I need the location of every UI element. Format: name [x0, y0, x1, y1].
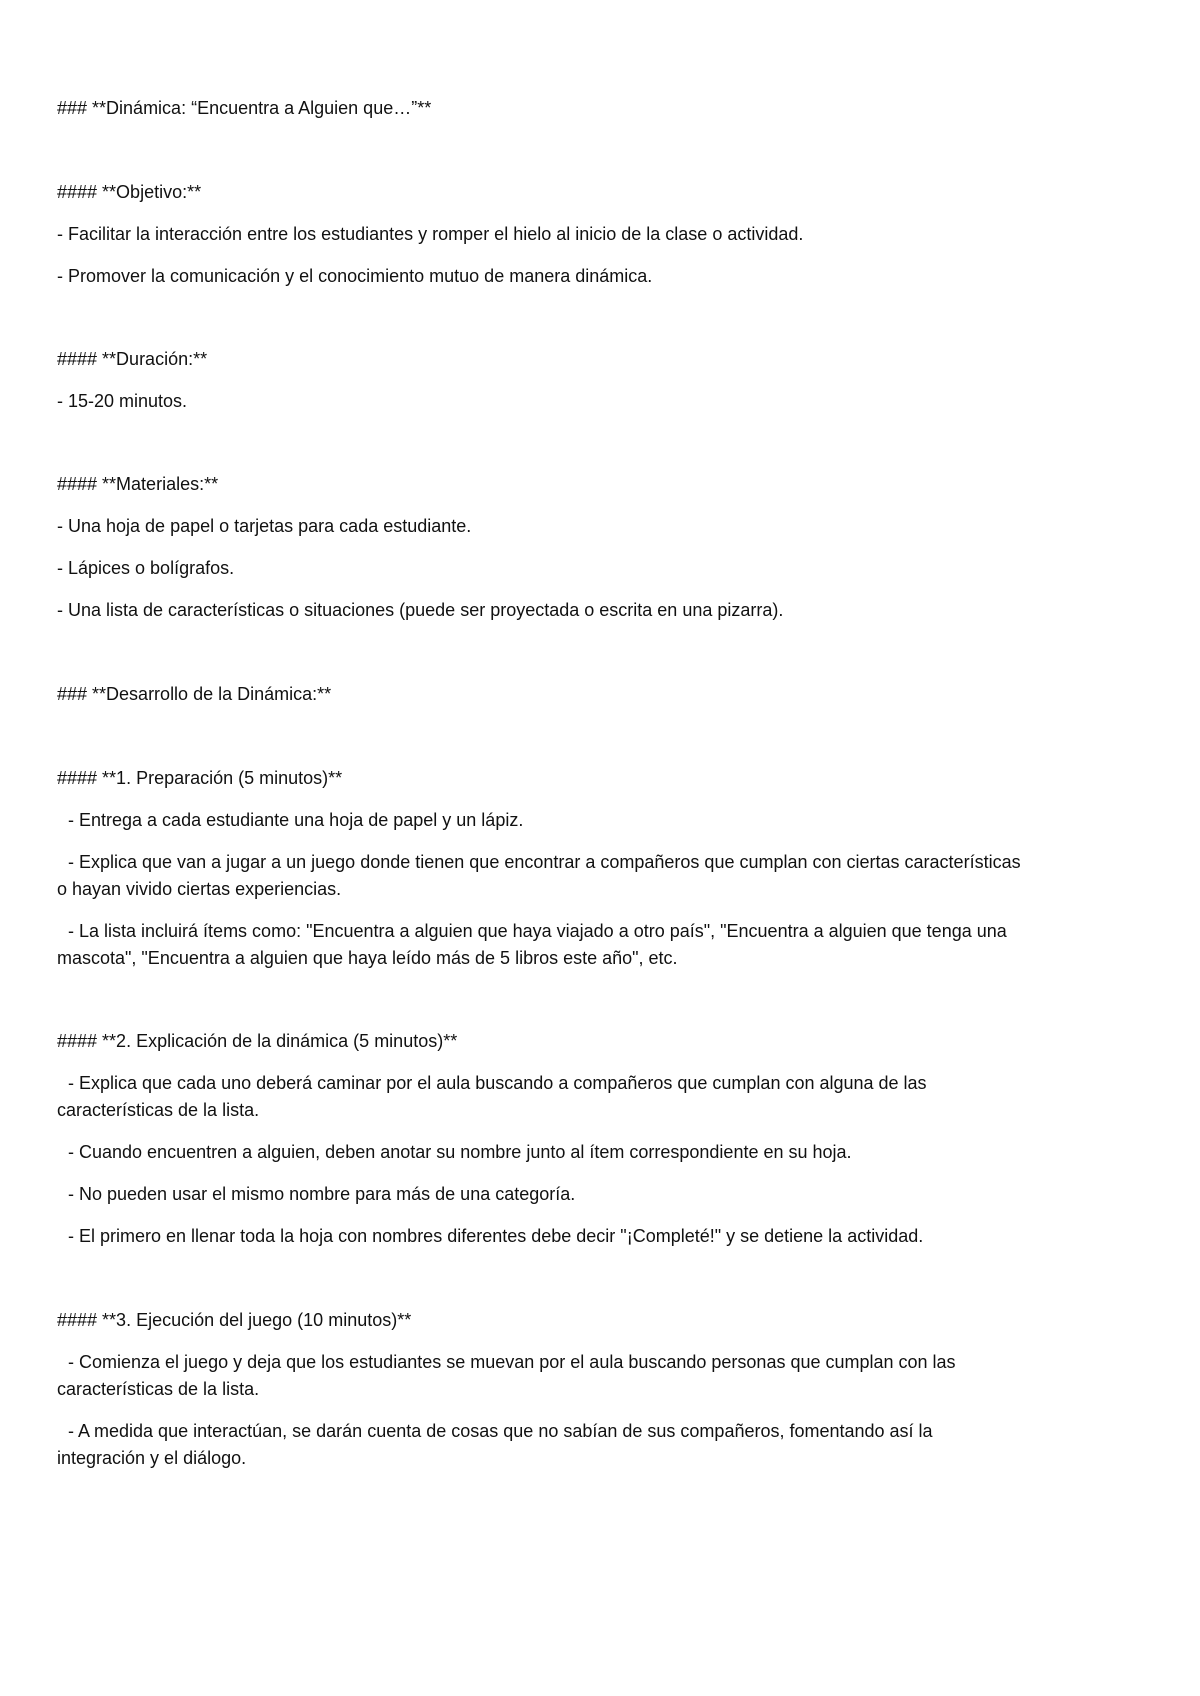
explicacion-item: - No pueden usar el mismo nombre para más de una categoría.	[68, 1184, 576, 1204]
ejecucion-item-continuation: características de la lista.	[57, 1379, 260, 1399]
duracion-heading: #### **Duración:**	[57, 349, 208, 369]
preparacion-item: - La lista incluirá ítems como: "Encuentra a alguien que haya viajado a otro país", "Encuentra a alguien que tenga una	[68, 921, 1007, 941]
preparacion-item: - Entrega a cada estudiante una hoja de papel y un lápiz.	[68, 810, 524, 830]
preparacion-heading: #### **1. Preparación (5 minutos)**	[57, 768, 343, 788]
explicacion-item: - El primero en llenar toda la hoja con nombres diferentes debe decir "¡Completé!" y se detiene la actividad.	[68, 1226, 924, 1246]
ejecucion-item: - Comienza el juego y deja que los estudiantes se muevan por el aula buscando personas que cumplan con las	[68, 1352, 956, 1372]
objetivo-heading: #### **Objetivo:**	[57, 182, 202, 202]
ejecucion-item-continuation: integración y el diálogo.	[57, 1448, 247, 1468]
ejecucion-heading: #### **3. Ejecución del juego (10 minutos)**	[57, 1310, 412, 1330]
materiales-item: - Lápices o bolígrafos.	[57, 558, 235, 578]
materiales-heading: #### **Materiales:**	[57, 474, 219, 494]
desarrollo-heading: ### **Desarrollo de la Dinámica:**	[57, 684, 332, 704]
explicacion-item: - Cuando encuentren a alguien, deben anotar su nombre junto al ítem correspondiente en su hoja.	[68, 1142, 852, 1162]
document-title: ### **Dinámica: “Encuentra a Alguien que…”**	[57, 98, 432, 118]
explicacion-item-continuation: características de la lista.	[57, 1100, 260, 1120]
materiales-item: - Una lista de características o situaciones (puede ser proyectada o escrita en una pizarra).	[57, 600, 784, 620]
preparacion-item: - Explica que van a jugar a un juego donde tienen que encontrar a compañeros que cumplan con ciertas características	[68, 852, 1021, 872]
preparacion-item-continuation: o hayan vivido ciertas experiencias.	[57, 879, 342, 899]
duracion-item: - 15-20 minutos.	[57, 391, 188, 411]
objetivo-item: - Facilitar la interacción entre los estudiantes y romper el hielo al inicio de la clase o actividad.	[57, 224, 804, 244]
preparacion-item-continuation: mascota", "Encuentra a alguien que haya leído más de 5 libros este año", etc.	[57, 948, 678, 968]
explicacion-item: - Explica que cada uno deberá caminar por el aula buscando a compañeros que cumplan con alguna de las	[68, 1073, 927, 1093]
ejecucion-item: - A medida que interactúan, se darán cuenta de cosas que no sabían de sus compañeros, fomentando así la	[68, 1421, 933, 1441]
objetivo-item: - Promover la comunicación y el conocimiento mutuo de manera dinámica.	[57, 266, 653, 286]
explicacion-heading: #### **2. Explicación de la dinámica (5 minutos)**	[57, 1031, 458, 1051]
materiales-item: - Una hoja de papel o tarjetas para cada estudiante.	[57, 516, 472, 536]
